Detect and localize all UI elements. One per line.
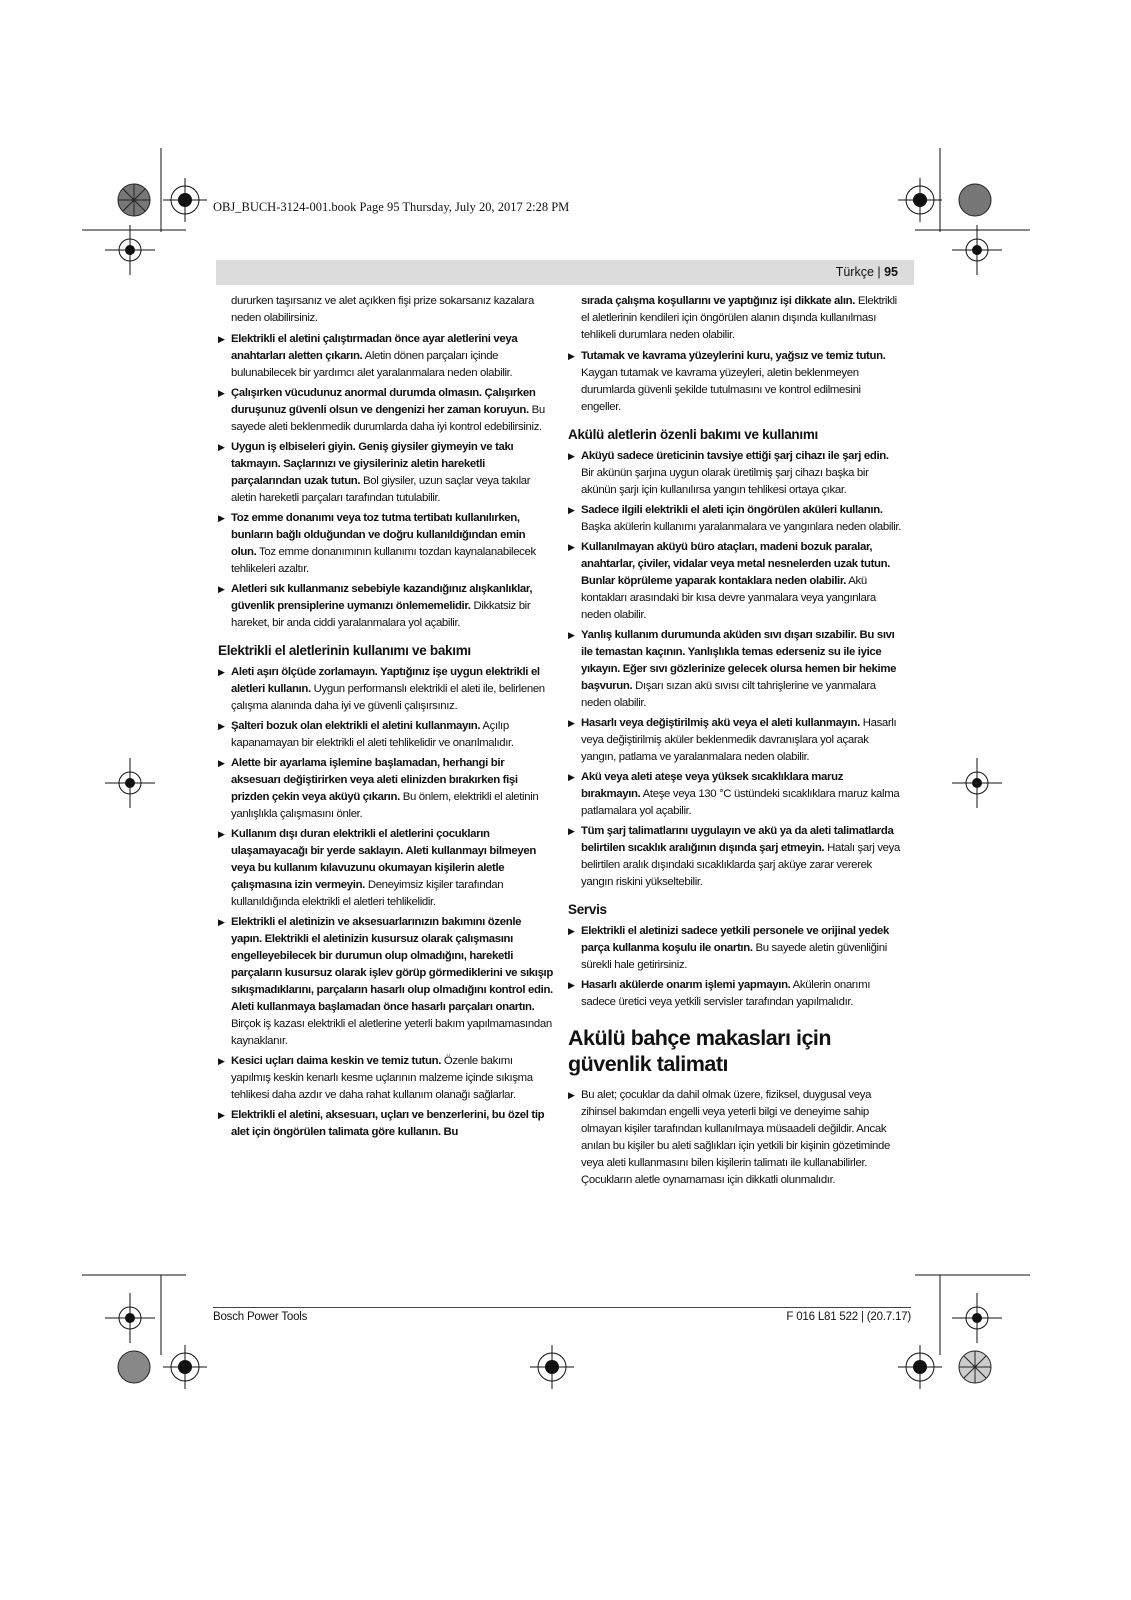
safety-item: ▶ Sadece ilgili elektrikli el aleti için öngörülen aküleri kullanın. Başka akülerin kullanımı yaralanmalara ve yangınlara neden olabilir.	[568, 502, 903, 536]
continued-paragraph: sırada çalışma koşullarını ve yaptığınız işi dikkate alın. Elektrikli el aletlerinin kendileri için öngörülen alanın dışında kullanılması tehlikeli durumlara neden olabilir.	[581, 295, 897, 341]
starburst-mark-bl	[118, 1351, 150, 1383]
safety-item: ▶ Yanlış kullanım durumunda aküden sıvı dışarı sızabilir. Bu sıvı ile temastan kaçının. Yanlışlıkla temas ederseniz su ile iyice yıkayın. Eğer sıvı gözlerinize gelecek olursa hemen bir hekime başvurun. Dışarı sızan akü sıvısı cilt tahrişlerine ve yanmalara neden olabilir.	[568, 627, 903, 712]
safety-item: ▶ Tutamak ve kavrama yüzeylerini kuru, yağsız ve temiz tutun. Kaygan tutamak ve kavrama yüzeyleri, aletin beklenmeyen durumlarda güvenli şekilde tutulmasını ve kontrol edilmesini engeller.	[568, 348, 903, 416]
registration-mark-br	[952, 1293, 1002, 1343]
registration-mark-mr	[952, 225, 1002, 275]
registration-mark-bl	[105, 1293, 155, 1343]
registration-mark-bottom-c	[530, 1345, 574, 1389]
safety-item: ▶ Uygun iş elbiseleri giyin. Geniş giysiler giymeyin ve takı takmayın. Saçlarınızı ve giysileriniz aletin hareketli parçalarından uzak tutun. Bol giysiler, uzun saçlar veya takılar aletin hareketli parçaları tarafından tutulabilir.	[218, 439, 553, 507]
header-language: Türkçe	[835, 265, 874, 279]
chapter-heading: Akülü bahçe makasları için güvenlik talimatı	[568, 1026, 832, 1076]
continued-paragraph: dururken taşırsanız ve alet açıkken fişi prize sokarsanız kazalara neden olabilirsiniz.	[231, 295, 534, 324]
safety-item: ▶ Kullanılmayan aküyü büro ataçları, madeni bozuk paralar, anahtarlar, çiviler, vidalar veya metal nesnelerden uzak tutun. Bunlar köprüleme yaparak kontaklara neden olabilir. Akü kontakları arasındaki bir kısa devre yanmalara veya yangınlara neden olabilir.	[568, 539, 903, 624]
footer-brand: Bosch Power Tools	[213, 1311, 308, 1323]
page-number: 95	[884, 265, 898, 279]
safety-item: ▶ Elektrikli el aletini, aksesuarı, uçları ve benzerlerini, bu özel tip alet için öngörülen talimata göre kullanın. Bu	[218, 1107, 553, 1141]
safety-item: ▶ Bu alet; çocuklar da dahil olmak üzere, fiziksel, duygusal veya zihinsel bakımdan engelli veya yeterli bilgi ve deneyime sahip olmayan kişiler tarafından kullanılmaya müsaadeli değildir. Ancak anılan bu kişiler bu aleti sağlıkları için yetkili bir kişinin gözetiminde veya aleti kullanmasını bilen kişilerin talimatı ile kullanabilirler. Çocukların aletle oynamaması için dikkatli olunmalıdır.	[568, 1087, 903, 1189]
section-heading-tool-use: Elektrikli el aletlerinin kullanımı ve bakımı	[218, 643, 471, 658]
safety-item: ▶ Çalışırken vücudunuz anormal durumda olmasın. Çalışırken duruşunuz güvenli olsun ve dengenizi her zaman koruyun. Bu sayede aleti beklenmedik durumlarda daha iyi kontrol edebilirsiniz.	[218, 385, 553, 436]
safety-item: ▶ Elektrikli el aletinizi sadece yetkili personele ve orijinal yedek parça kullanma koşulu ile onartın. Bu sayede aletin güvenliğini sürekli hale getirirsiniz.	[568, 923, 903, 974]
safety-item: ▶ Elektrikli el aletini çalıştırmadan önce ayar aletlerini veya anahtarları aletten çıkarın. Aletin dönen parçaları içinde bulunabilecek bir yardımcı alet yaralanmalara neden olabilir.	[218, 331, 553, 382]
starburst-mark-br	[959, 1351, 991, 1383]
footer-docnumber: F 016 L81 522 | (20.7.17)	[786, 1311, 911, 1323]
right-column	[568, 293, 903, 1192]
safety-item: ▶ Kesici uçları daima keskin ve temiz tutun. Özenle bakımı yapılmış keskin kenarlı kesme uçlarının malzeme içinde sıkışma tehlikesi daha azdır ve daha rahat kullanım olanağı sağlarlar.	[218, 1053, 553, 1104]
safety-item: ▶ Şalteri bozuk olan elektrikli el aletini kullanmayın. Açılıp kapanamayan bir elektrikli el aleti tehlikelidir ve onarılmalıdır.	[218, 718, 553, 752]
page-header-bar	[216, 260, 914, 285]
registration-mark-ml	[105, 225, 155, 275]
registration-mark-left-mid	[105, 758, 155, 808]
safety-item: ▶ Hasarlı akülerde onarım işlemi yapmayın. Akülerin onarımı sadece üretici veya yetkili servisler tarafından yapılmalıdır.	[568, 977, 903, 1011]
safety-item: ▶ Elektrikli el aletinizin ve aksesuarlarınızın bakımını özenle yapın. Elektrikli el aletinizin kusursuz olarak çalışmasını engelleyebilecek bir durumun olup olmadığını, hareketli parçaların kusursuz olarak işlev görüp görmediklerini ve sıkışıp sıkışmadıklarını, parçaların hasarlı olup olmadığını kontrol edin. Aleti kullanmaya başlamadan önce hasarlı parçaları onartın. Birçok iş kazası elektrikli el aletlerine yeterli bakım yapılmamasından kaynaklanır.	[218, 914, 553, 1050]
safety-item: ▶ Kullanım dışı duran elektrikli el aletlerini çocukların ulaşamayacağı bir yerde saklayın. Aleti kullanmayı bilmeyen veya bu kullanım kılavuzunu okumayan kişilerin aletle çalışmasına izin vermeyin. Deneyimsiz kişiler tarafından kullanıldığında elektrikli el aletleri tehlikelidir.	[218, 826, 553, 911]
safety-item: ▶ Aleti aşırı ölçüde zorlamayın. Yaptığınız işe uygun elektrikli el aletleri kullanın. Uygun performanslı elektrikli el aleti ile, belirlenen çalışma alanında daha iyi ve güvenli çalışırsınız.	[218, 664, 553, 715]
safety-item: ▶ Alette bir ayarlama işlemine başlamadan, herhangi bir aksesuarı değiştirirken veya aleti elinizden bırakırken fişi prizden çekin veya aküyü çıkarın. Bu önlem, elektrikli el aletinin yanlışlıkla çalışmasını önler.	[218, 755, 553, 823]
footer-rule	[213, 1307, 911, 1308]
registration-mark-bottom-l	[163, 1345, 207, 1389]
safety-item: ▶ Akü veya aleti ateşe veya yüksek sıcaklıklara maruz bırakmayın. Ateşe veya 130 °C üstündeki sıcaklıklara maruz kalma patlamalara yol açabilir.	[568, 769, 903, 820]
registration-mark-tl	[163, 178, 207, 222]
section-heading-service: Servis	[568, 902, 607, 917]
registration-mark-bottom-r	[898, 1345, 942, 1389]
left-column	[218, 293, 553, 1144]
safety-item: ▶ Aletleri sık kullanmanız sebebiyle kazandığınız alışkanlıklar, güvenlik prensiplerine uymanızı önlememelidir. Dikkatsiz bir hareket, bir anda ciddi yaralanmalara yol açabilir.	[218, 581, 553, 632]
page-header: Türkçe | 95	[835, 265, 898, 279]
registration-mark-tr	[898, 178, 942, 222]
registration-mark-right-mid	[952, 758, 1002, 808]
color-bar-gray-tr	[959, 184, 991, 216]
section-heading-battery-tools: Akülü aletlerin özenli bakımı ve kullanımı	[568, 427, 818, 442]
safety-item: ▶ Toz emme donanımı veya toz tutma tertibatı kullanılırken, bunların bağlı olduğundan ve doğru kullanıldığından emin olun. Toz emme donanımının kullanımı tozdan kaynalanabilecek tehlikeleri azaltır.	[218, 510, 553, 578]
safety-item: ▶ Tüm şarj talimatlarını uygulayın ve akü ya da aleti talimatlarda belirtilen sıcaklık aralığının dışında şarj etmeyin. Hatalı şarj veya belirtilen aralık dışındaki sıcaklıklarda şarj aküye zarar vererek yangın riskini yükseltebilir.	[568, 823, 903, 891]
safety-item: ▶ Aküyü sadece üreticinin tavsiye ettiği şarj cihazı ile şarj edin. Bir akünün şarjına uygun olarak üretilmiş şarj cihazı başka bir akünün şarjı için kullanılırsa yangın tehlikesi ortaya çıkar.	[568, 448, 903, 499]
print-info-line: OBJ_BUCH-3124-001.book Page 95 Thursday, July 20, 2017 2:28 PM	[213, 200, 570, 214]
safety-item: ▶ Hasarlı veya değiştirilmiş akü veya el aleti kullanmayın. Hasarlı veya değiştirilmiş aküler beklenmedik davranışlara yol açarak yangın, patlama ve yaralanmalara neden olabilir.	[568, 715, 903, 766]
